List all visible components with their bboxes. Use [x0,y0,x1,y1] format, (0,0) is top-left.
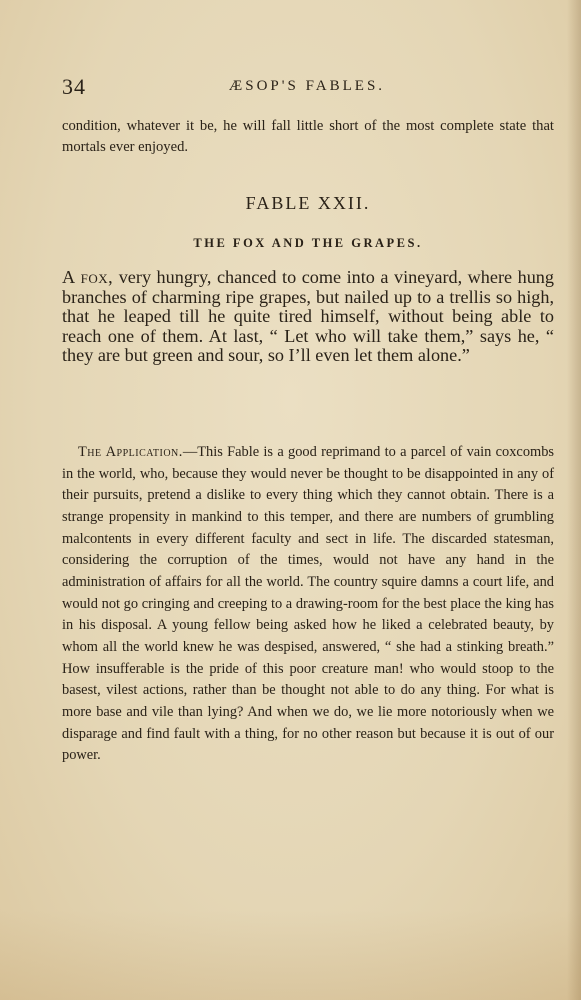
application-paragraph [62,442,554,767]
fable-body-text: very hungry, chanced to come into a vineyard, where hung branches of charming ripe grapes, but nailed up to a trellis so high, that he leaped till he quite tired himself, without being able to reach one of them. At last, “ Let who will take them,” says he, “ they are but green and sour, so I’ll even let them alone.” [62,267,554,366]
fable-opening-word: A fox, [62,267,114,287]
fable-paragraph [62,268,554,366]
fable-text [62,268,554,366]
application-section [62,442,554,767]
application-text: —This Fable is a good reprimand to a parcel of vain coxcombs in the world, who, because they would never be thought to be disappointed in any of their pursuits, pretend a dislike to every thing which they cannot obtain. There is a strange propensity in mankind to this temper, and there are numbers of grumbling malcontents in every different faculty and sect in life. The discarded statesman, considering the corruption of the times, would not have any hand in the administration of affairs for all the world. The country squire damns a court life, and would not go cringing and creeping to a drawing-room for the best place the king has in his disposal. A young fellow being asked how he liked a celebrated beauty, by whom all the world knew he was despised, answered, “ she had a stinking breath.” How insufferable is the pride of this poor creature man! who would stoop to the basest, vilest actions, rather than be thought not able to do any thing. For what is more base and vile than lying? And when we do, we lie more notoriously when we disparage and find fault with a thing, for no other reason but because it is out of our power. [62,444,555,764]
continued-paragraph [62,116,554,159]
continued-text: condition, whatever it be, he will fall little short of the most complete state that mortals ever enjoyed. [62,118,554,156]
page-number: 34 [62,74,86,99]
running-title: ÆSOP'S FABLES. [228,78,386,94]
fable-title: THE FOX AND THE GRAPES. [193,236,423,250]
page-edge-shadow [567,0,581,1000]
application-label: The Application. [78,444,183,460]
page-header [62,74,552,100]
page-stain [0,910,581,1000]
fable-number: FABLE XXII. [245,193,371,213]
